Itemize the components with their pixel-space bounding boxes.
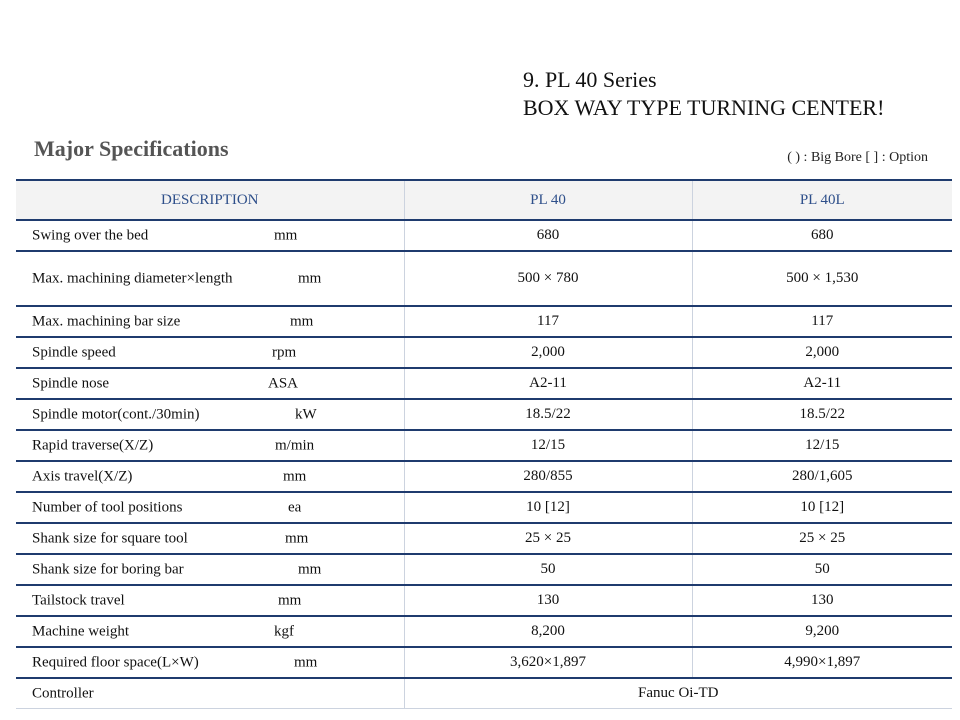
table-header-row <box>16 180 952 220</box>
table-row <box>16 251 952 306</box>
series-title <box>523 66 884 122</box>
pl40-value: 10 [12] <box>404 492 692 523</box>
table-row <box>16 368 952 399</box>
pl40l-value: 680 <box>692 220 952 251</box>
spec-label: Shank size for square tool <box>32 530 188 546</box>
pl40l-value: 117 <box>692 306 952 337</box>
pl40-value: A2-11 <box>404 368 692 399</box>
spec-unit: mm <box>285 530 309 546</box>
spec-unit: kgf <box>274 623 294 639</box>
spec-label: Spindle nose <box>32 375 110 391</box>
table-row <box>16 337 952 368</box>
spec-label: Spindle motor(cont./30min) <box>32 406 200 422</box>
table-row <box>16 647 952 678</box>
pl40l-value: 10 [12] <box>692 492 952 523</box>
spec-label: Machine weight <box>32 623 130 639</box>
pl40-value: 50 <box>404 554 692 585</box>
table-row <box>16 399 952 430</box>
table-row <box>16 585 952 616</box>
table-row <box>16 220 952 251</box>
spec-unit: mm <box>298 270 322 286</box>
option-legend: ( ) : Big Bore [ ] : Option <box>787 150 928 165</box>
table-row <box>16 554 952 585</box>
column-header-pl40: PL 40 <box>404 180 692 220</box>
pl40-value: 3,620×1,897 <box>404 647 692 678</box>
spec-label: Shank size for boring bar <box>32 561 184 577</box>
pl40l-value: 500 × 1,530 <box>692 251 952 306</box>
spec-unit: mm <box>290 313 314 329</box>
spec-label: Tailstock travel <box>32 592 125 608</box>
series-line: 9. PL 40 Series <box>523 67 657 92</box>
spec-description-cell <box>16 461 404 492</box>
table-body <box>16 220 952 709</box>
spec-unit: rpm <box>272 344 297 360</box>
table-row <box>16 616 952 647</box>
spec-description-cell <box>16 554 404 585</box>
spec-description-cell <box>16 220 404 251</box>
pl40l-value: 280/1,605 <box>692 461 952 492</box>
spec-unit: mm <box>294 654 318 670</box>
pl40l-value: 2,000 <box>692 337 952 368</box>
type-line: BOX WAY TYPE TURNING CENTER! <box>523 95 885 120</box>
pl40l-value: A2-11 <box>692 368 952 399</box>
pl40l-value: 50 <box>692 554 952 585</box>
column-header-pl40l: PL 40L <box>692 180 952 220</box>
pl40l-value: 4,990×1,897 <box>692 647 952 678</box>
spec-label: Max. machining diameter×length <box>32 270 233 286</box>
pl40l-value: 9,200 <box>692 616 952 647</box>
spec-unit: mm <box>283 468 307 484</box>
table-row <box>16 492 952 523</box>
spec-label: Spindle speed <box>32 344 116 360</box>
controller-value: Fanuc Oi-TD <box>404 678 952 709</box>
spec-unit: mm <box>278 592 302 608</box>
table-row <box>16 461 952 492</box>
pl40l-value: 25 × 25 <box>692 523 952 554</box>
spec-description-cell <box>16 647 404 678</box>
spec-label: Rapid traverse(X/Z) <box>32 437 154 453</box>
pl40-value: 117 <box>404 306 692 337</box>
spec-unit: mm <box>298 561 322 577</box>
spec-description-cell <box>16 430 404 461</box>
pl40l-value: 130 <box>692 585 952 616</box>
spec-unit: mm <box>274 227 298 243</box>
controller-label: Controller <box>32 685 94 701</box>
pl40-value: 130 <box>404 585 692 616</box>
pl40-value: 500 × 780 <box>404 251 692 306</box>
spec-label: Swing over the bed <box>32 227 149 243</box>
spec-description-cell <box>16 368 404 399</box>
spec-unit: kW <box>295 406 317 422</box>
spec-description-cell <box>16 523 404 554</box>
controller-description-cell <box>16 678 404 709</box>
pl40-value: 2,000 <box>404 337 692 368</box>
spec-unit: ASA <box>268 375 299 391</box>
spec-label: Required floor space(L×W) <box>32 654 199 670</box>
table-row <box>16 430 952 461</box>
spec-unit: ea <box>288 499 302 515</box>
section-heading: Major Specifications <box>34 136 229 161</box>
spec-description-cell <box>16 337 404 368</box>
spec-description-cell <box>16 251 404 306</box>
pl40-value: 25 × 25 <box>404 523 692 554</box>
pl40-value: 680 <box>404 220 692 251</box>
pl40-value: 18.5/22 <box>404 399 692 430</box>
spec-description-cell <box>16 585 404 616</box>
spec-description-cell <box>16 492 404 523</box>
table-row <box>16 306 952 337</box>
spec-description-cell <box>16 616 404 647</box>
pl40-value: 12/15 <box>404 430 692 461</box>
spec-description-cell <box>16 306 404 337</box>
pl40l-value: 12/15 <box>692 430 952 461</box>
pl40-value: 8,200 <box>404 616 692 647</box>
controller-row <box>16 678 952 709</box>
spec-label: Axis travel(X/Z) <box>32 468 133 484</box>
column-header-description: DESCRIPTION <box>16 180 404 220</box>
spec-unit: m/min <box>275 437 315 453</box>
spec-label: Number of tool positions <box>32 499 183 515</box>
pl40-value: 280/855 <box>404 461 692 492</box>
pl40l-value: 18.5/22 <box>692 399 952 430</box>
table-row <box>16 523 952 554</box>
specifications-table <box>16 179 952 709</box>
spec-description-cell <box>16 399 404 430</box>
spec-label: Max. machining bar size <box>32 313 181 329</box>
